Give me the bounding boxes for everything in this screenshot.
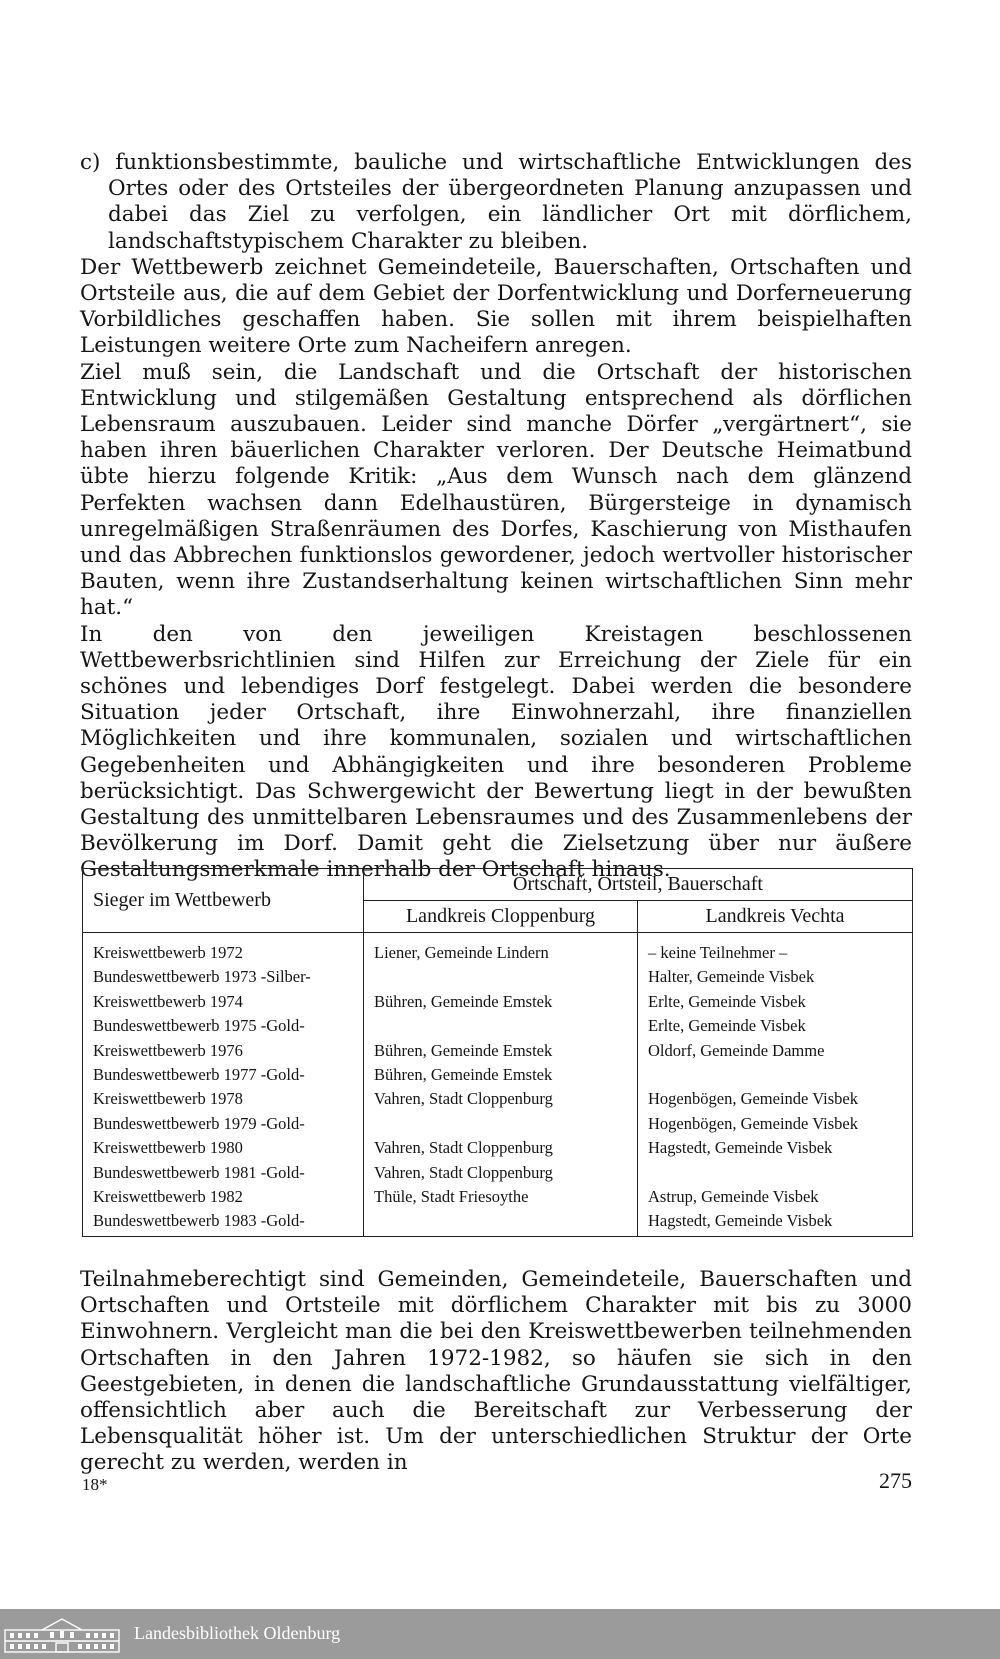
intro-text — [80, 150, 912, 884]
cell-vechta: Hagstedt, Gemeinde Visbek — [638, 1136, 913, 1160]
cell-cloppenburg: Thüle, Stadt Friesoythe — [364, 1185, 638, 1209]
cell-vechta: Erlte, Gemeinde Visbek — [638, 990, 913, 1014]
cell-vechta: Oldorf, Gemeinde Damme — [638, 1039, 913, 1063]
cell-sieger: Bundeswettbewerb 1983 -Gold- — [83, 1209, 364, 1236]
cell-vechta: Hogenbögen, Gemeinde Visbek — [638, 1087, 913, 1111]
table-row — [83, 1209, 913, 1236]
cell-sieger: Bundeswettbewerb 1973 -Silber- — [83, 965, 364, 989]
table-row — [83, 1039, 913, 1063]
cell-cloppenburg — [364, 965, 638, 989]
table-row — [83, 1136, 913, 1160]
paragraph-teilnahme: Teilnahmeberechtigt sind Gemeinden, Gemeindeteile, Bauerschaften und Ortschaften und Ortsteile mit dörflichem Charakter mit bis zu 3000 Einwohnern. Vergleicht man die bei den Kreiswettbewerben teilnehmenden Ortschaften in den Jahren 1972-1982, so häufen sie sich in den Geestgebieten, in denen die landschaftliche Grundausstattung vielfältiger, offensichtlich aber auch die Bereitschaft zur Verbesserung der Lebensqualität höher ist. Um der unterschiedlichen Struktur der Orte gerecht zu werden, werden in — [80, 1267, 912, 1476]
list-item-c: c) funktionsbestimmte, bauliche und wirtschaftliche Entwicklungen des Ortes oder des Ortsteiles der übergeordneten Planung anzupassen und dabei das Ziel zu verfolgen, ein ländlicher Ort mit dörflichem, landschaftstypischem Charakter zu bleiben. — [80, 150, 912, 254]
cell-sieger: Kreiswettbewerb 1980 — [83, 1136, 364, 1160]
cell-sieger: Kreiswettbewerb 1978 — [83, 1087, 364, 1111]
cell-sieger: Kreiswettbewerb 1972 — [83, 933, 364, 966]
table-row — [83, 1185, 913, 1209]
cell-cloppenburg: Bühren, Gemeinde Emstek — [364, 990, 638, 1014]
cell-vechta — [638, 1063, 913, 1087]
cell-sieger: Kreiswettbewerb 1982 — [83, 1185, 364, 1209]
table-body — [83, 933, 913, 1237]
cell-cloppenburg: Vahren, Stadt Cloppenburg — [364, 1161, 638, 1185]
table-row — [83, 1063, 913, 1087]
table-row — [83, 1014, 913, 1038]
library-building-icon — [2, 1616, 122, 1654]
signature-mark: 18* — [82, 1475, 108, 1494]
header-ortschaft-group: Ortschaft, Ortsteil, Bauerschaft — [364, 869, 913, 901]
cell-cloppenburg: Liener, Gemeinde Lindern — [364, 933, 638, 966]
table-row — [83, 1161, 913, 1185]
cell-sieger: Kreiswettbewerb 1976 — [83, 1039, 364, 1063]
header-landkreis-cloppenburg: Landkreis Cloppenburg — [364, 901, 638, 933]
closing-text — [80, 1267, 912, 1477]
library-name: Landesbibliothek Oldenburg — [134, 1623, 341, 1643]
cell-sieger: Bundeswettbewerb 1981 -Gold- — [83, 1161, 364, 1185]
table-row — [83, 1112, 913, 1136]
cell-cloppenburg — [364, 1209, 638, 1236]
cell-vechta: Halter, Gemeinde Visbek — [638, 965, 913, 989]
paragraph-ziel: Ziel muß sein, die Landschaft und die Ortschaft der historischen Entwicklung und stilgemäßen Gestaltung entsprechend als dörflichen Lebensraum auszubauen. Leider sind manche Dörfer „vergärtnert“, sie haben ihren bäuerlichen Charakter verloren. Der Deutsche Heimatbund übte hierzu folgende Kritik: „Aus dem Wunsch nach dem glänzend Perfekten wachsen dann Edelhaustüren, Bürgersteige in dynamisch unregelmäßigen Straßenräumen des Dorfes, Kaschierung von Misthaufen und das Abbrechen funktionslos gewordener, jedoch wertvoller historischer Bauten, wenn ihre Zustandserhaltung keinen wirtschaftlichen Sinn mehr hat.“ — [80, 359, 912, 621]
cell-sieger: Kreiswettbewerb 1974 — [83, 990, 364, 1014]
table-row — [83, 990, 913, 1014]
cell-vechta — [638, 1161, 913, 1185]
cell-vechta: Hogenbögen, Gemeinde Visbek — [638, 1112, 913, 1136]
table-row — [83, 965, 913, 989]
paragraph-richtlinien: In den von den jeweiligen Kreistagen beschlossenen Wettbewerbsrichtlinien sind Hilfen zur Erreichung der Ziele für ein schönes und lebendiges Dorf festgelegt. Dabei werden die besondere Situation jeder Ortschaft, ihre Einwohnerzahl, ihre finanziellen Möglichkeiten und ihre kommunalen, sozialen und wirtschaftlichen Gegebenheiten und Abhängigkeiten und ihre besonderen Probleme berücksichtigt. Das Schwergewicht der Bewertung liegt in der bewußten Gestaltung des unmittelbaren Lebensraumes und des Zusammenlebens der Bevölkerung im Dorf. Damit geht die Zielsetzung über nur äußere Gestaltungsmerkmale innerhalb der Ortschaft hinaus. — [80, 621, 912, 883]
cell-cloppenburg: Vahren, Stadt Cloppenburg — [364, 1136, 638, 1160]
cell-vechta: Astrup, Gemeinde Visbek — [638, 1185, 913, 1209]
header-sieger: Sieger im Wettbewerb — [83, 869, 364, 933]
cell-cloppenburg — [364, 1112, 638, 1136]
page-number: 275 — [879, 1468, 912, 1493]
library-footer-bar — [0, 1609, 1000, 1659]
cell-vechta: Hagstedt, Gemeinde Visbek — [638, 1209, 913, 1236]
cell-sieger: Bundeswettbewerb 1975 -Gold- — [83, 1014, 364, 1038]
paragraph-wettbewerb: Der Wettbewerb zeichnet Gemeindeteile, Bauerschaften, Ortschaften und Ortsteile aus, die auf dem Gebiet der Dorfentwicklung und Dorferneuerung Vorbildliches geschaffen haben. Sie sollen mit ihrem beispielhaften Leistungen weitere Orte zum Nacheifern anregen. — [80, 254, 912, 359]
cell-cloppenburg: Bühren, Gemeinde Emstek — [364, 1063, 638, 1087]
table-row — [83, 1087, 913, 1111]
competition-winners-table — [82, 868, 913, 1237]
cell-cloppenburg — [364, 1014, 638, 1038]
cell-vechta: – keine Teilnehmer – — [638, 933, 913, 966]
cell-sieger: Bundeswettbewerb 1977 -Gold- — [83, 1063, 364, 1087]
cell-sieger: Bundeswettbewerb 1979 -Gold- — [83, 1112, 364, 1136]
header-landkreis-vechta: Landkreis Vechta — [638, 901, 913, 933]
cell-vechta: Erlte, Gemeinde Visbek — [638, 1014, 913, 1038]
table-row — [83, 933, 913, 966]
cell-cloppenburg: Bühren, Gemeinde Emstek — [364, 1039, 638, 1063]
cell-cloppenburg: Vahren, Stadt Cloppenburg — [364, 1087, 638, 1111]
